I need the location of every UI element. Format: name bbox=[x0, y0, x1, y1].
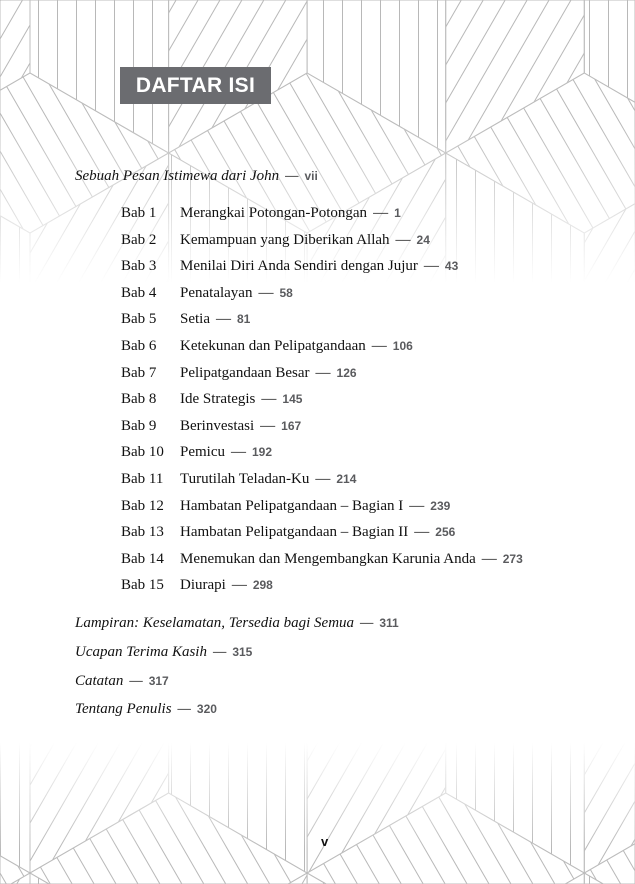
page-number: 273 bbox=[502, 551, 523, 566]
toc-chapter-row[interactable] bbox=[121, 311, 250, 328]
pattern-tile bbox=[0, 216, 30, 393]
toc-chapter-row[interactable] bbox=[121, 524, 455, 541]
page-number: 106 bbox=[392, 339, 413, 353]
pattern-tile bbox=[0, 393, 30, 570]
toc-chapter-row[interactable] bbox=[121, 232, 430, 249]
page-folio: v bbox=[321, 834, 329, 849]
page-number: 214 bbox=[336, 472, 357, 486]
page-number: 167 bbox=[281, 418, 302, 433]
chapter-title: Ide Strategis bbox=[180, 391, 256, 408]
toc-chapter-row[interactable] bbox=[121, 577, 273, 594]
toc-chapter-row[interactable] bbox=[121, 471, 356, 488]
toc-chapter-row[interactable] bbox=[121, 338, 413, 355]
chapter-title: Setia bbox=[180, 311, 210, 328]
chapter-label: Bab 4 bbox=[121, 284, 157, 301]
page-number: 298 bbox=[252, 578, 273, 593]
dash: — bbox=[481, 550, 497, 567]
dash: — bbox=[260, 417, 276, 434]
toc-front-entry[interactable] bbox=[75, 168, 318, 185]
chapter-title: Hambatan Pelipatgandaan – Bagian II bbox=[180, 524, 409, 541]
page-number: 1 bbox=[394, 206, 401, 220]
entry-title: Catatan bbox=[75, 672, 124, 689]
chapter-label: Bab 2 bbox=[121, 231, 157, 248]
dash: — bbox=[423, 258, 439, 275]
toc-back-entry[interactable] bbox=[75, 673, 169, 690]
chapter-label: Bab 13 bbox=[121, 524, 164, 541]
page-number: 311 bbox=[379, 616, 399, 630]
toc-chapter-row[interactable] bbox=[121, 418, 301, 435]
chapter-label: Bab 11 bbox=[121, 471, 164, 487]
page-number: 315 bbox=[232, 644, 253, 659]
page-number: 58 bbox=[279, 285, 293, 300]
chapter-title: Pelipatgandaan Besar bbox=[180, 364, 310, 381]
dash: — bbox=[285, 168, 299, 184]
page-number: 24 bbox=[416, 232, 430, 247]
chapter-title: Diurapi bbox=[180, 577, 226, 594]
dash: — bbox=[371, 338, 387, 354]
chapter-label: Bab 5 bbox=[121, 311, 157, 328]
chapter-label: Bab 14 bbox=[121, 550, 164, 567]
chapter-label: Bab 12 bbox=[121, 497, 164, 514]
page-title: DAFTAR ISI bbox=[120, 67, 271, 104]
entry-title: Ucapan Terima Kasih bbox=[75, 643, 207, 660]
chapter-label: Bab 3 bbox=[121, 258, 157, 275]
page-number: 192 bbox=[252, 445, 273, 460]
dash: — bbox=[231, 444, 246, 461]
page-number: 81 bbox=[237, 312, 251, 327]
pattern-tile bbox=[584, 684, 635, 873]
dash: — bbox=[231, 577, 247, 594]
chapter-title: Turutilah Teladan-Ku bbox=[180, 471, 310, 487]
toc-back-entry[interactable] bbox=[75, 701, 217, 718]
page-number: 43 bbox=[444, 259, 459, 274]
chapter-label: Bab 15 bbox=[121, 577, 164, 594]
dash: — bbox=[395, 231, 411, 248]
pattern-tile bbox=[0, 696, 30, 873]
chapter-title: Hambatan Pelipatgandaan – Bagian I bbox=[180, 497, 404, 514]
dash: — bbox=[212, 643, 227, 660]
entry-title: Sebuah Pesan Istimewa dari John bbox=[75, 168, 280, 184]
chapter-title: Penatalayan bbox=[180, 284, 253, 301]
entry-title: Lampiran: Keselamatan, Tersedia bagi Semua bbox=[75, 615, 355, 631]
page-number: 126 bbox=[336, 365, 357, 380]
page-number: 320 bbox=[196, 702, 217, 717]
chapter-title: Merangkai Potongan-Potongan bbox=[180, 205, 368, 221]
toc-chapter-row[interactable] bbox=[121, 551, 523, 568]
entry-title: Tentang Penulis bbox=[75, 701, 172, 718]
toc-chapter-row[interactable] bbox=[121, 285, 293, 302]
page-number: 145 bbox=[282, 392, 303, 407]
pattern-tile bbox=[584, 393, 635, 582]
toc-chapter-row[interactable] bbox=[121, 391, 302, 408]
chapter-title: Menilai Diri Anda Sendiri dengan Jujur bbox=[180, 258, 418, 275]
page-number: 317 bbox=[148, 673, 169, 688]
dash: — bbox=[258, 284, 274, 301]
dash: — bbox=[409, 497, 425, 514]
pattern-tile bbox=[584, 204, 635, 393]
chapter-title: Ketekunan dan Pelipatgandaan bbox=[180, 338, 366, 354]
page-number: 256 bbox=[435, 525, 456, 540]
chapter-label: Bab 8 bbox=[121, 391, 157, 408]
chapter-label: Bab 6 bbox=[121, 338, 157, 354]
dash: — bbox=[373, 205, 389, 221]
dash: — bbox=[129, 672, 143, 689]
chapter-label: Bab 10 bbox=[121, 444, 164, 461]
chapter-title: Menemukan dan Mengembangkan Karunia Anda bbox=[180, 550, 476, 567]
chapter-title: Pemicu bbox=[180, 444, 225, 461]
dash: — bbox=[315, 364, 331, 381]
toc-back-entry[interactable] bbox=[75, 644, 252, 661]
page-number: vii bbox=[304, 169, 318, 183]
chapter-label: Bab 1 bbox=[121, 205, 157, 221]
chapter-title: Berinvestasi bbox=[180, 417, 255, 434]
dash: — bbox=[414, 524, 430, 541]
dash: — bbox=[360, 615, 374, 631]
page-number: 239 bbox=[430, 498, 451, 513]
chapter-label: Bab 9 bbox=[121, 417, 157, 434]
chapter-label: Bab 7 bbox=[121, 364, 157, 381]
toc-chapter-row[interactable] bbox=[121, 205, 401, 222]
dash: — bbox=[261, 391, 277, 408]
dash: — bbox=[216, 311, 231, 328]
dash: — bbox=[177, 701, 191, 718]
toc-chapter-row[interactable] bbox=[121, 498, 450, 515]
chapter-title: Kemampuan yang Diberikan Allah bbox=[180, 231, 390, 248]
toc-chapter-row[interactable] bbox=[121, 444, 272, 461]
toc-back-entry[interactable] bbox=[75, 615, 399, 632]
dash: — bbox=[315, 471, 331, 487]
toc-chapter-row[interactable] bbox=[121, 258, 458, 275]
toc-chapter-row[interactable] bbox=[121, 365, 357, 382]
